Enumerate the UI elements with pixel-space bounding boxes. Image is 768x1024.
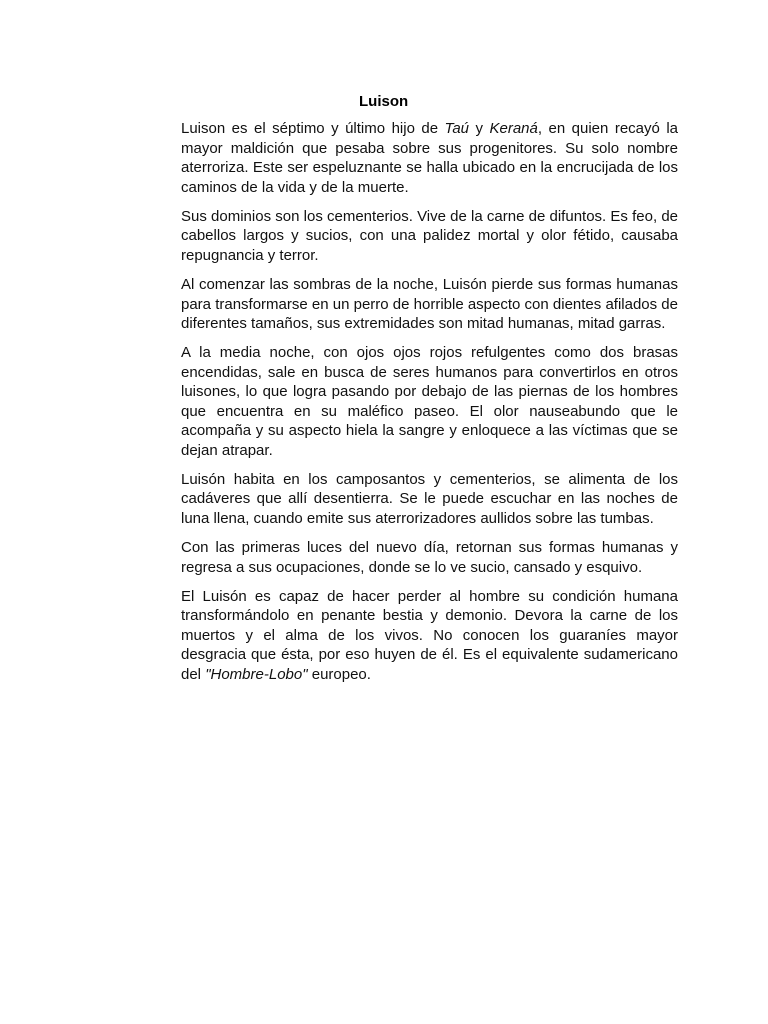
- document-title: Luison: [359, 93, 409, 110]
- paragraph: [181, 587, 678, 684]
- paragraph: [181, 275, 678, 333]
- text-run: A la media noche, con ojos ojos rojos refulgentes como dos brasas encendidas, sale en busca de seres humanos para convertirlos en otros luisones, lo que logra pasando por debajo de las piernas de los hombres que encuentra en su maléfico paseo. El olor nauseabundo que le acompaña y su aspecto hiela la sangre y enloquece a las víctimas que se dejan atrapar.: [181, 344, 678, 459]
- text-run: Al comenzar las sombras de la noche, Luisón pierde sus formas humanas para transformarse en un perro de horrible aspecto con dientes afilados de diferentes tamaños, sus extremidades son mitad humanas, mitad garras.: [181, 276, 678, 333]
- text-run: El Luisón es capaz de hacer perder al hombre su condición humana transformándolo en penante bestia y demonio. Devora la carne de los muertos y el alma de los vivos. No conocen los guaraníes mayor desgracia que ésta, por eso huyen de él. Es el equivalente sudamericano del: [181, 587, 678, 683]
- text-run: Sus dominios son los cementerios. Vive de la carne de difuntos. Es feo, de cabellos largos y sucios, con una palidez mortal y olor fétido, causaba repugnancia y terror.: [181, 208, 678, 264]
- paragraph: [181, 207, 678, 265]
- italic-text-run: Keraná: [489, 120, 538, 138]
- paragraph: [181, 470, 678, 528]
- paragraph: [181, 343, 678, 459]
- text-run: Luisón habita en los camposantos y cementerios, se alimenta de los cadáveres que allí desentierra. Se le puede escuchar en las noches de luna llena, cuando emite sus aterrorizadores aullidos sobre las tumbas.: [181, 470, 678, 527]
- text-run: , en quien recayó la mayor maldición que pesaba sobre sus progenitores. Su solo nombre aterroriza. Este ser espeluznante se halla ubicado en la encrucijada de los caminos de la vida y de la muerte.: [181, 120, 678, 196]
- paragraph: [181, 119, 678, 197]
- text-run: Con las primeras luces del nuevo día, retornan sus formas humanas y regresa a sus ocupaciones, donde se lo ve sucio, cansado y esquivo.: [181, 539, 678, 576]
- text-run: y: [469, 120, 490, 138]
- document-body: [181, 92, 678, 684]
- italic-text-run: "Hombre-Lobo": [205, 665, 308, 683]
- text-run: europeo.: [307, 665, 371, 683]
- paragraph: [181, 538, 678, 577]
- text-run: Luison es el séptimo y último hijo de: [181, 120, 445, 138]
- italic-text-run: Taú: [444, 120, 470, 138]
